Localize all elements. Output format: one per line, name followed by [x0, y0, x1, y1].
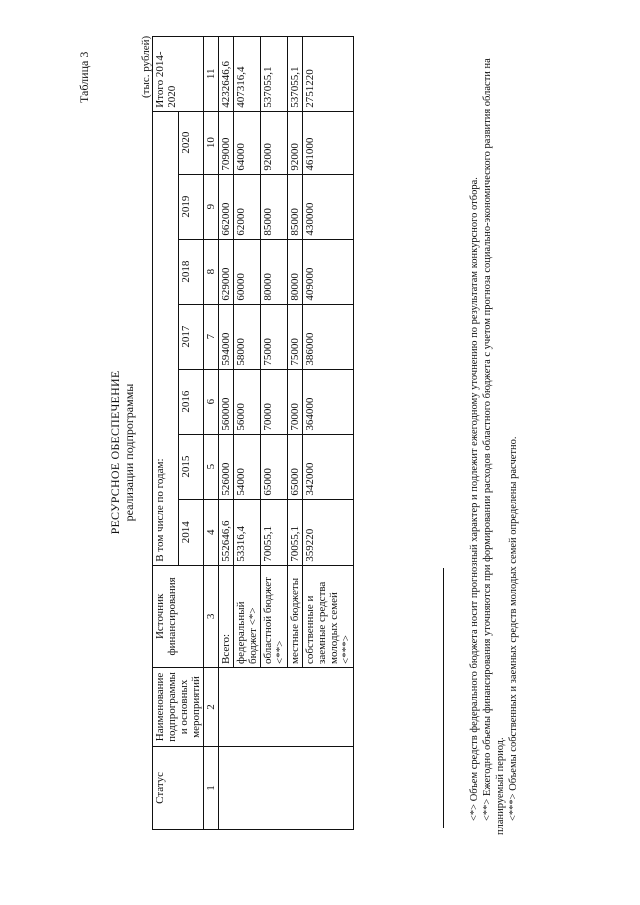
value-cell: 58000	[234, 304, 261, 369]
col-number: 1	[204, 746, 219, 829]
col-number: 11	[204, 37, 219, 112]
value-cell: 65000	[288, 434, 303, 499]
resource-table	[152, 36, 354, 830]
total-cell: 4232646,6	[219, 37, 234, 112]
col-number: 2	[204, 668, 219, 747]
value-cell: 526000	[219, 434, 234, 499]
title-line-2: реализации подпрограммы	[122, 383, 136, 522]
value-cell: 70055,1	[261, 499, 288, 565]
value-cell: 64000	[234, 111, 261, 174]
year-header: 2018	[178, 239, 204, 304]
value-cell: 85000	[261, 174, 288, 239]
status-cell	[219, 746, 354, 829]
footnote-regional: <**> Ежегодно объемы финансирования уточняются при формировании расходов областного бюджета с учетом прогноза социально-экономического развития области на планируемый период.	[482, 58, 506, 835]
header-status: Статус	[153, 746, 204, 829]
title-line-1: РЕСУРСНОЕ ОБЕСПЕЧЕНИЕ	[108, 370, 122, 535]
document-title	[108, 0, 136, 905]
source-cell: Всего:	[219, 565, 234, 667]
total-cell: 537055,1	[288, 37, 303, 112]
year-header: 2019	[178, 174, 204, 239]
year-header: 2020	[178, 111, 204, 174]
footnotes	[468, 45, 520, 835]
value-cell: 409000	[303, 239, 354, 304]
value-cell: 80000	[261, 239, 288, 304]
year-header: 2016	[178, 369, 204, 434]
footnote-federal: <*> Объем средств федерального бюджета носит прогнозный характер и подлежит ежегодному уточнению по результатам конкурсного отбора.	[469, 177, 480, 821]
value-cell: 552646,6	[219, 499, 234, 565]
header-total: Итого 2014-2020	[153, 37, 204, 112]
col-number: 10	[204, 111, 219, 174]
total-cell: 537055,1	[261, 37, 288, 112]
value-cell: 60000	[234, 239, 261, 304]
value-cell: 386000	[303, 304, 354, 369]
value-cell: 80000	[288, 239, 303, 304]
footnote-own-funds: <***> Объемы собственных и заемных средств молодых семей определены расчетно.	[508, 436, 519, 821]
header-by-years: В том числе по годам:	[153, 111, 179, 565]
value-cell: 92000	[288, 111, 303, 174]
col-number: 5	[204, 434, 219, 499]
col-number: 4	[204, 499, 219, 565]
col-number: 9	[204, 174, 219, 239]
value-cell: 342000	[303, 434, 354, 499]
header-row-1	[153, 37, 179, 830]
col-number: 3	[204, 565, 219, 667]
year-header: 2014	[178, 499, 204, 565]
value-cell: 85000	[288, 174, 303, 239]
value-cell: 364000	[303, 369, 354, 434]
value-cell: 56000	[234, 369, 261, 434]
value-cell: 430000	[303, 174, 354, 239]
year-header: 2017	[178, 304, 204, 369]
units-label: (тыс. рублей)	[140, 35, 152, 98]
value-cell: 629000	[219, 239, 234, 304]
column-number-row	[204, 37, 219, 830]
source-cell: областной бюджет <**>	[261, 565, 288, 667]
col-number: 8	[204, 239, 219, 304]
value-cell: 65000	[261, 434, 288, 499]
table-caption: Таблица 3	[77, 51, 91, 103]
value-cell: 359220	[303, 499, 354, 565]
value-cell: 70000	[261, 369, 288, 434]
value-cell: 53316,4	[234, 499, 261, 565]
source-cell: федеральный бюджет <*>	[234, 565, 261, 667]
col-number: 6	[204, 369, 219, 434]
total-cell: 407316,4	[234, 37, 261, 112]
value-cell: 560000	[219, 369, 234, 434]
year-header: 2015	[178, 434, 204, 499]
value-cell: 594000	[219, 304, 234, 369]
value-cell: 709000	[219, 111, 234, 174]
total-cell: 2751220	[303, 37, 354, 112]
table-row	[219, 37, 234, 830]
header-name: Наименование подпрограммы и основных мероприятий	[153, 668, 204, 747]
value-cell: 70055,1	[288, 499, 303, 565]
value-cell: 75000	[288, 304, 303, 369]
source-cell: местные бюджеты	[288, 565, 303, 667]
value-cell: 62000	[234, 174, 261, 239]
value-cell: 92000	[261, 111, 288, 174]
footnote-divider	[443, 568, 444, 828]
value-cell: 54000	[234, 434, 261, 499]
source-cell: собственные и заемные средства молодых семей <***>	[303, 565, 354, 667]
name-cell	[219, 668, 354, 747]
header-source: Источник финансирования	[153, 565, 204, 667]
col-number: 7	[204, 304, 219, 369]
value-cell: 70000	[288, 369, 303, 434]
value-cell: 75000	[261, 304, 288, 369]
value-cell: 662000	[219, 174, 234, 239]
value-cell: 461000	[303, 111, 354, 174]
